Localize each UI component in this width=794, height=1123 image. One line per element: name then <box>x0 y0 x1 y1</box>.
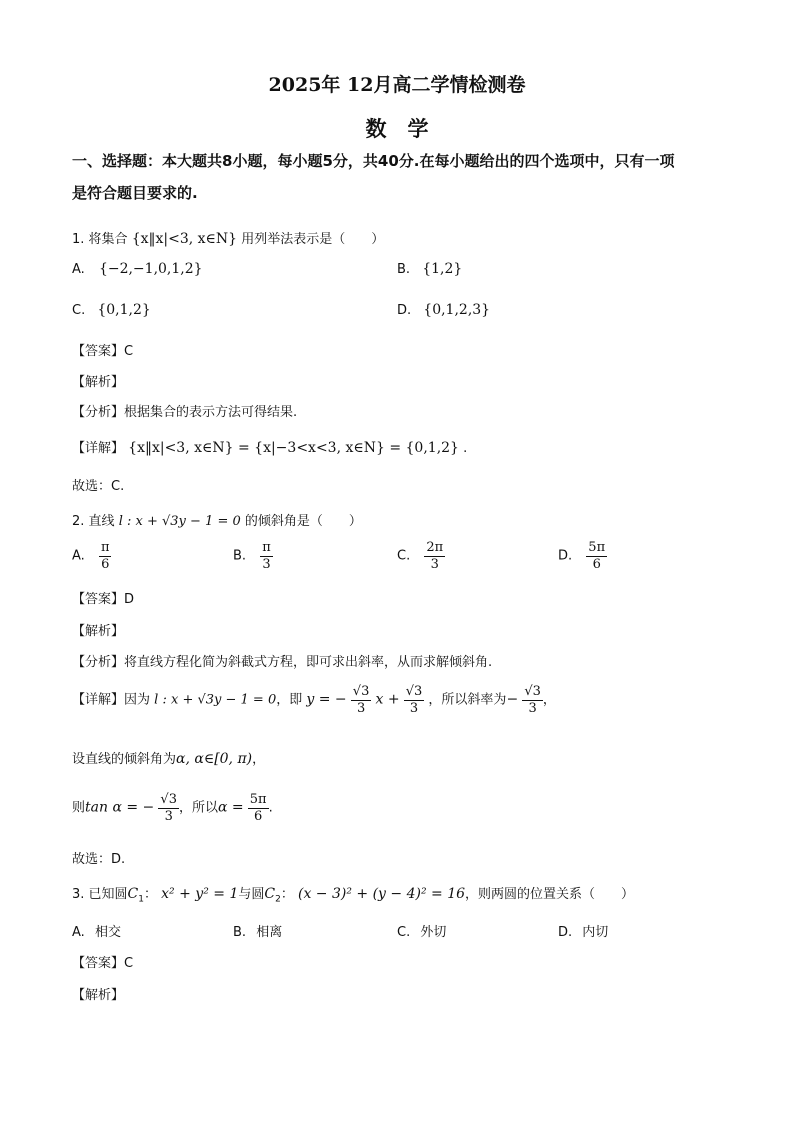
q1-choose: 故选：C. <box>72 479 125 494</box>
q2-fenxi: 【分析】将直线方程化简为斜截式方程，即可求出斜率，从而求解倾斜角. <box>72 655 493 670</box>
q1-detail-end: . <box>463 441 468 456</box>
q2-analysis-label: 【解析】 <box>72 624 125 639</box>
option-value: {1,2} <box>422 261 463 277</box>
q2-option-b <box>233 540 273 572</box>
q2-option-d <box>558 540 607 572</box>
subject-title: 数 学 <box>365 116 429 141</box>
q1-detail-expr: {x‖x|<3, x∈N} = {x|−3<x<3, x∈N} = {0,1,2} <box>128 440 459 456</box>
q2-tan-line: 则tan α = − $\frac{√3}{3}$ ，所以α = $\frac{5\pi}{6}$ . <box>72 792 273 824</box>
q3-option-a: A. 相交 <box>72 925 121 940</box>
q1-stem-end: 用列举法表示是（ ） <box>241 232 385 247</box>
option-fraction: $\frac{2\pi}{3}$ <box>426 540 444 572</box>
fraction-sqrt3-over-3: $\frac{√3}{3}$ <box>352 684 370 716</box>
option-label: B. <box>397 262 411 277</box>
section-heading-line1: 一、选择题：本大题共8小题，每小题5分，共40分.在每小题给出的四个选项中，只有一项 <box>72 152 675 170</box>
document-title: 2025年 12月高二学情检测卷 <box>268 74 526 96</box>
q1-fenxi: 【分析】根据集合的表示方法可得结果. <box>72 405 298 420</box>
option-label: A. <box>72 548 85 564</box>
q3-option-d: D. 内切 <box>558 925 609 940</box>
question-1 <box>72 228 384 247</box>
q1-option-d <box>397 302 490 318</box>
q1-option-a <box>72 261 203 277</box>
q2-stem-end: 的倾斜角是（ ） <box>244 514 362 529</box>
q1-option-b <box>397 261 462 277</box>
fraction-sqrt3-over-3: $\frac{√3}{3}$ <box>524 684 541 716</box>
option-label: D. <box>397 303 412 318</box>
q2-angle-expr: α, α∈[0, π) <box>176 751 253 767</box>
q3-stem-start: 3. 已知圆 <box>72 887 128 902</box>
q2-detail-line: l : x + √3y − 1 = 0 <box>154 692 277 708</box>
q2-detail: 【详解】因为 l : x + √3y − 1 = 0，即 y = − $\frac{√3}{3}$ x + $\frac{√3}{3}$ ，所以斜率为− $\frac{√3}{3}$ ， <box>72 684 556 716</box>
q2-choose: 故选：D. <box>72 852 126 867</box>
option-label: B. <box>233 548 247 564</box>
q3-answer: 【答案】C <box>72 956 134 971</box>
q3-stem-end: ，则两圆的位置关系（ ） <box>465 887 635 902</box>
q1-answer: 【答案】C <box>72 344 134 359</box>
q3-circle1-eq: x² + y² = 1 <box>161 886 239 902</box>
fraction-5pi-over-6: $\frac{5\pi}{6}$ <box>249 792 267 824</box>
q2-option-c <box>397 540 445 572</box>
option-value: {−2,−1,0,1,2} <box>98 261 203 277</box>
q2-y-eq: y = − <box>306 691 347 708</box>
q3-option-b: B. 相离 <box>233 925 283 940</box>
question-3: 3. 已知圆$C_1$： x² + y² = 1与圆$C_2$： (x − 3)² + (y − 4)² = 16，则两圆的位置关系（ ） <box>72 886 635 905</box>
q1-stem-start: 1. 将集合 <box>72 232 128 247</box>
q3-option-c: C. 外切 <box>397 925 447 940</box>
option-label: D. <box>558 548 573 564</box>
q1-detail <box>72 437 467 456</box>
q2-tan-expr: tan α = − <box>85 799 155 816</box>
fraction-sqrt3-over-3: $\frac{√3}{3}$ <box>405 684 423 716</box>
q1-set: {x‖x|<3, x∈N} <box>131 231 238 247</box>
option-value: {0,1,2} <box>97 302 151 318</box>
q2-stem-start: 2. 直线 <box>72 514 115 529</box>
q2-line-equation: l : x + √3y − 1 = 0 <box>118 514 241 529</box>
section-heading-line2: 是符合题目要求的. <box>72 184 198 202</box>
q2-option-a <box>72 540 111 572</box>
q1-option-c <box>72 302 151 318</box>
q1-analysis-label: 【解析】 <box>72 375 125 390</box>
q3-analysis-label: 【解析】 <box>72 988 125 1003</box>
q3-circle2-eq: (x − 3)² + (y − 4)² = 16 <box>297 886 466 902</box>
option-fraction: $\frac{\pi}{3}$ <box>262 540 271 572</box>
option-value: {0,1,2,3} <box>423 302 491 318</box>
detail-label: 【详解】 <box>72 441 125 456</box>
option-label: A. <box>72 262 85 277</box>
q2-answer: 【答案】D <box>72 592 135 607</box>
option-label: C. <box>72 303 86 318</box>
option-label: C. <box>397 548 411 564</box>
option-fraction: $\frac{\pi}{6}$ <box>100 540 110 572</box>
option-fraction: $\frac{5\pi}{6}$ <box>588 540 606 572</box>
question-2 <box>72 510 362 529</box>
detail-label: 【详解】 <box>72 692 125 708</box>
q2-angle-line: 设直线的倾斜角为α, α∈[0, π)， <box>72 751 266 767</box>
fraction-sqrt3-over-3: $\frac{√3}{3}$ <box>160 792 177 824</box>
